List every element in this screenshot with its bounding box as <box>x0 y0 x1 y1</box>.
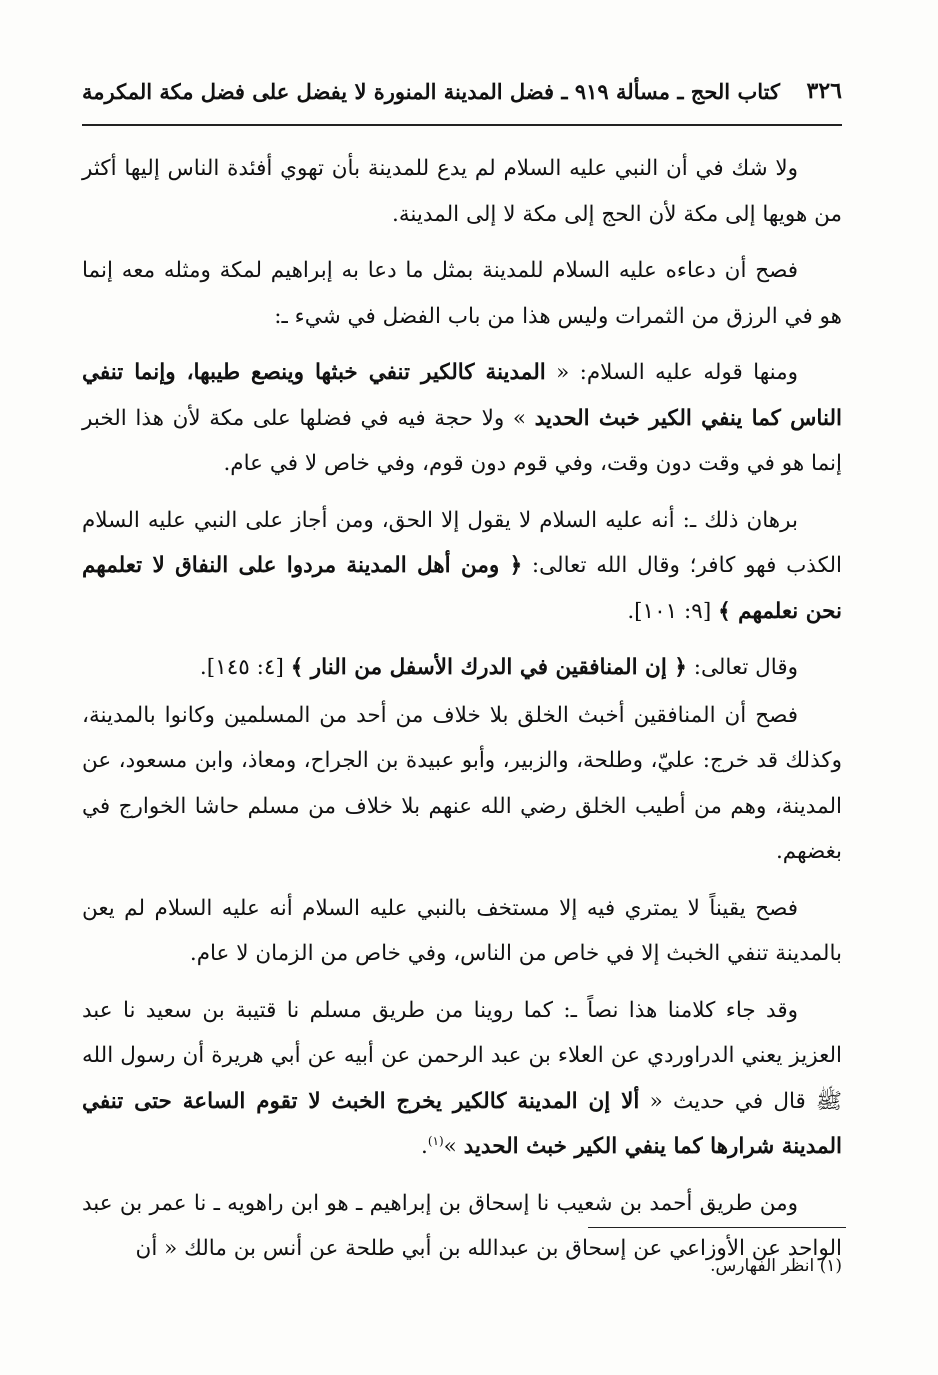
text-segment: ومن طريق أحمد بن شعيب نا إسحاق بن إبراهيم ـ هو ابن راهويه ـ نا عمر بن عبد الواحد عن الأوزاعي عن إسحاق بن عبدالله بن أبي طلحة عن أنس بن مالك « أن <box>82 1190 842 1261</box>
text-segment: » <box>443 1134 464 1159</box>
text-segment: فصح يقيناً لا يمتري فيه إلا مستخف بالنبي عليه السلام أنه عليه السلام لم يعن بالمدينة تنفي الخبث إلا في خاص من الناس، وفي خاص من الزمان لا عام. <box>82 895 842 966</box>
bold-quote: ألا إن المدينة كالكير يخرج الخبث لا تقوم الساعة حتى تنفي المدينة شرارها كما ينفي الكير خبث الحديد <box>82 1088 842 1159</box>
text-segment: وقد جاء كلامنا هذا نصاً ـ: كما روينا من طريق مسلم نا قتيبة بن سعيد نا عبد العزيز يعني الدراوردي عن العلاء بن عبد الرحمن عن أبيه عن أبي هريرة أن رسول الله ﷺ قال في حديث « <box>82 997 842 1114</box>
paragraph <box>82 693 842 875</box>
text-segment: ولا شك في أن النبي عليه السلام لم يدع للمدينة بأن تهوي أفئدة الناس إليها أكثر من هويها إلى مكة لأن الحج إلى مكة لا إلى المدينة. <box>82 156 842 227</box>
paragraph <box>82 350 842 487</box>
header-rule <box>82 124 842 126</box>
text-segment: برهان ذلك ـ: أنه عليه السلام لا يقول إلا الحق، ومن أجاز على النبي عليه السلام الكذب فهو كافر؛ وقال الله تعالى: <box>82 507 842 578</box>
text-segment: [٩: ١٠١]. <box>627 598 719 624</box>
footnote-marker: (١) <box>427 1133 444 1148</box>
page-number: ٣٢٦ <box>806 78 842 104</box>
footnote-rule <box>588 1227 846 1228</box>
running-title: كتاب الحج ـ مسألة ٩١٩ ـ فضل المدينة المنورة لا يفضل على فضل مكة المكرمة <box>82 78 780 104</box>
text-segment: وقال تعالى: <box>686 655 798 680</box>
bold-quote: ﴿ ومن أهل المدينة مردوا على النفاق لا تعلمهم نحن نعلمهم ﴾ <box>82 553 842 624</box>
text-segment: . <box>420 1134 428 1159</box>
main-text <box>82 146 842 1283</box>
paragraph <box>82 498 842 635</box>
text-segment: » ولا حجة فيه في فضلها على مكة لأن هذا الخبر إنما هو في وقت دون وقت، وفي قوم دون قوم، وفي خاص لا في عام. <box>82 405 842 476</box>
paragraph <box>82 886 842 977</box>
bold-quote: ﴿ إن المنافقين في الدرك الأسفل من النار ﴾ <box>290 655 687 680</box>
paragraph <box>82 988 842 1170</box>
text-segment: فصح أن دعاءه عليه السلام للمدينة بمثل ما دعا به إبراهيم لمكة ومثله معه إنما هو في الرزق من الثمرات وليس هذا من باب الفضل في شيء ـ: <box>82 258 842 329</box>
footnote: (١) انظر الفهارس. <box>710 1256 842 1276</box>
page-header <box>82 66 842 116</box>
paragraph <box>82 248 842 339</box>
bold-quote: المدينة كالكير تنفي خبثها وينصع طيبها، وإنما تنفي الناس كما ينفي الكير خبث الحديد <box>82 360 842 431</box>
paragraph <box>82 645 842 691</box>
text-segment: فصح أن المنافقين أخبث الخلق بلا خلاف من أحد من المسلمين وكانوا بالمدينة، وكذلك قد خرج: عليّ، وطلحة، والزبير، وأبو عبيدة بن الجراح، ومعاذ، وابن مسعود، عن المدينة، وهم من أطيب الخلق رضي الله عنهم بلا خلاف من مسلم حاشا الخوارج في بغضهم. <box>82 702 842 864</box>
text-segment: [٤: ١٤٥]. <box>199 655 291 680</box>
text-segment: ومنها قوله عليه السلام: « <box>545 360 798 385</box>
paragraph <box>82 146 842 237</box>
